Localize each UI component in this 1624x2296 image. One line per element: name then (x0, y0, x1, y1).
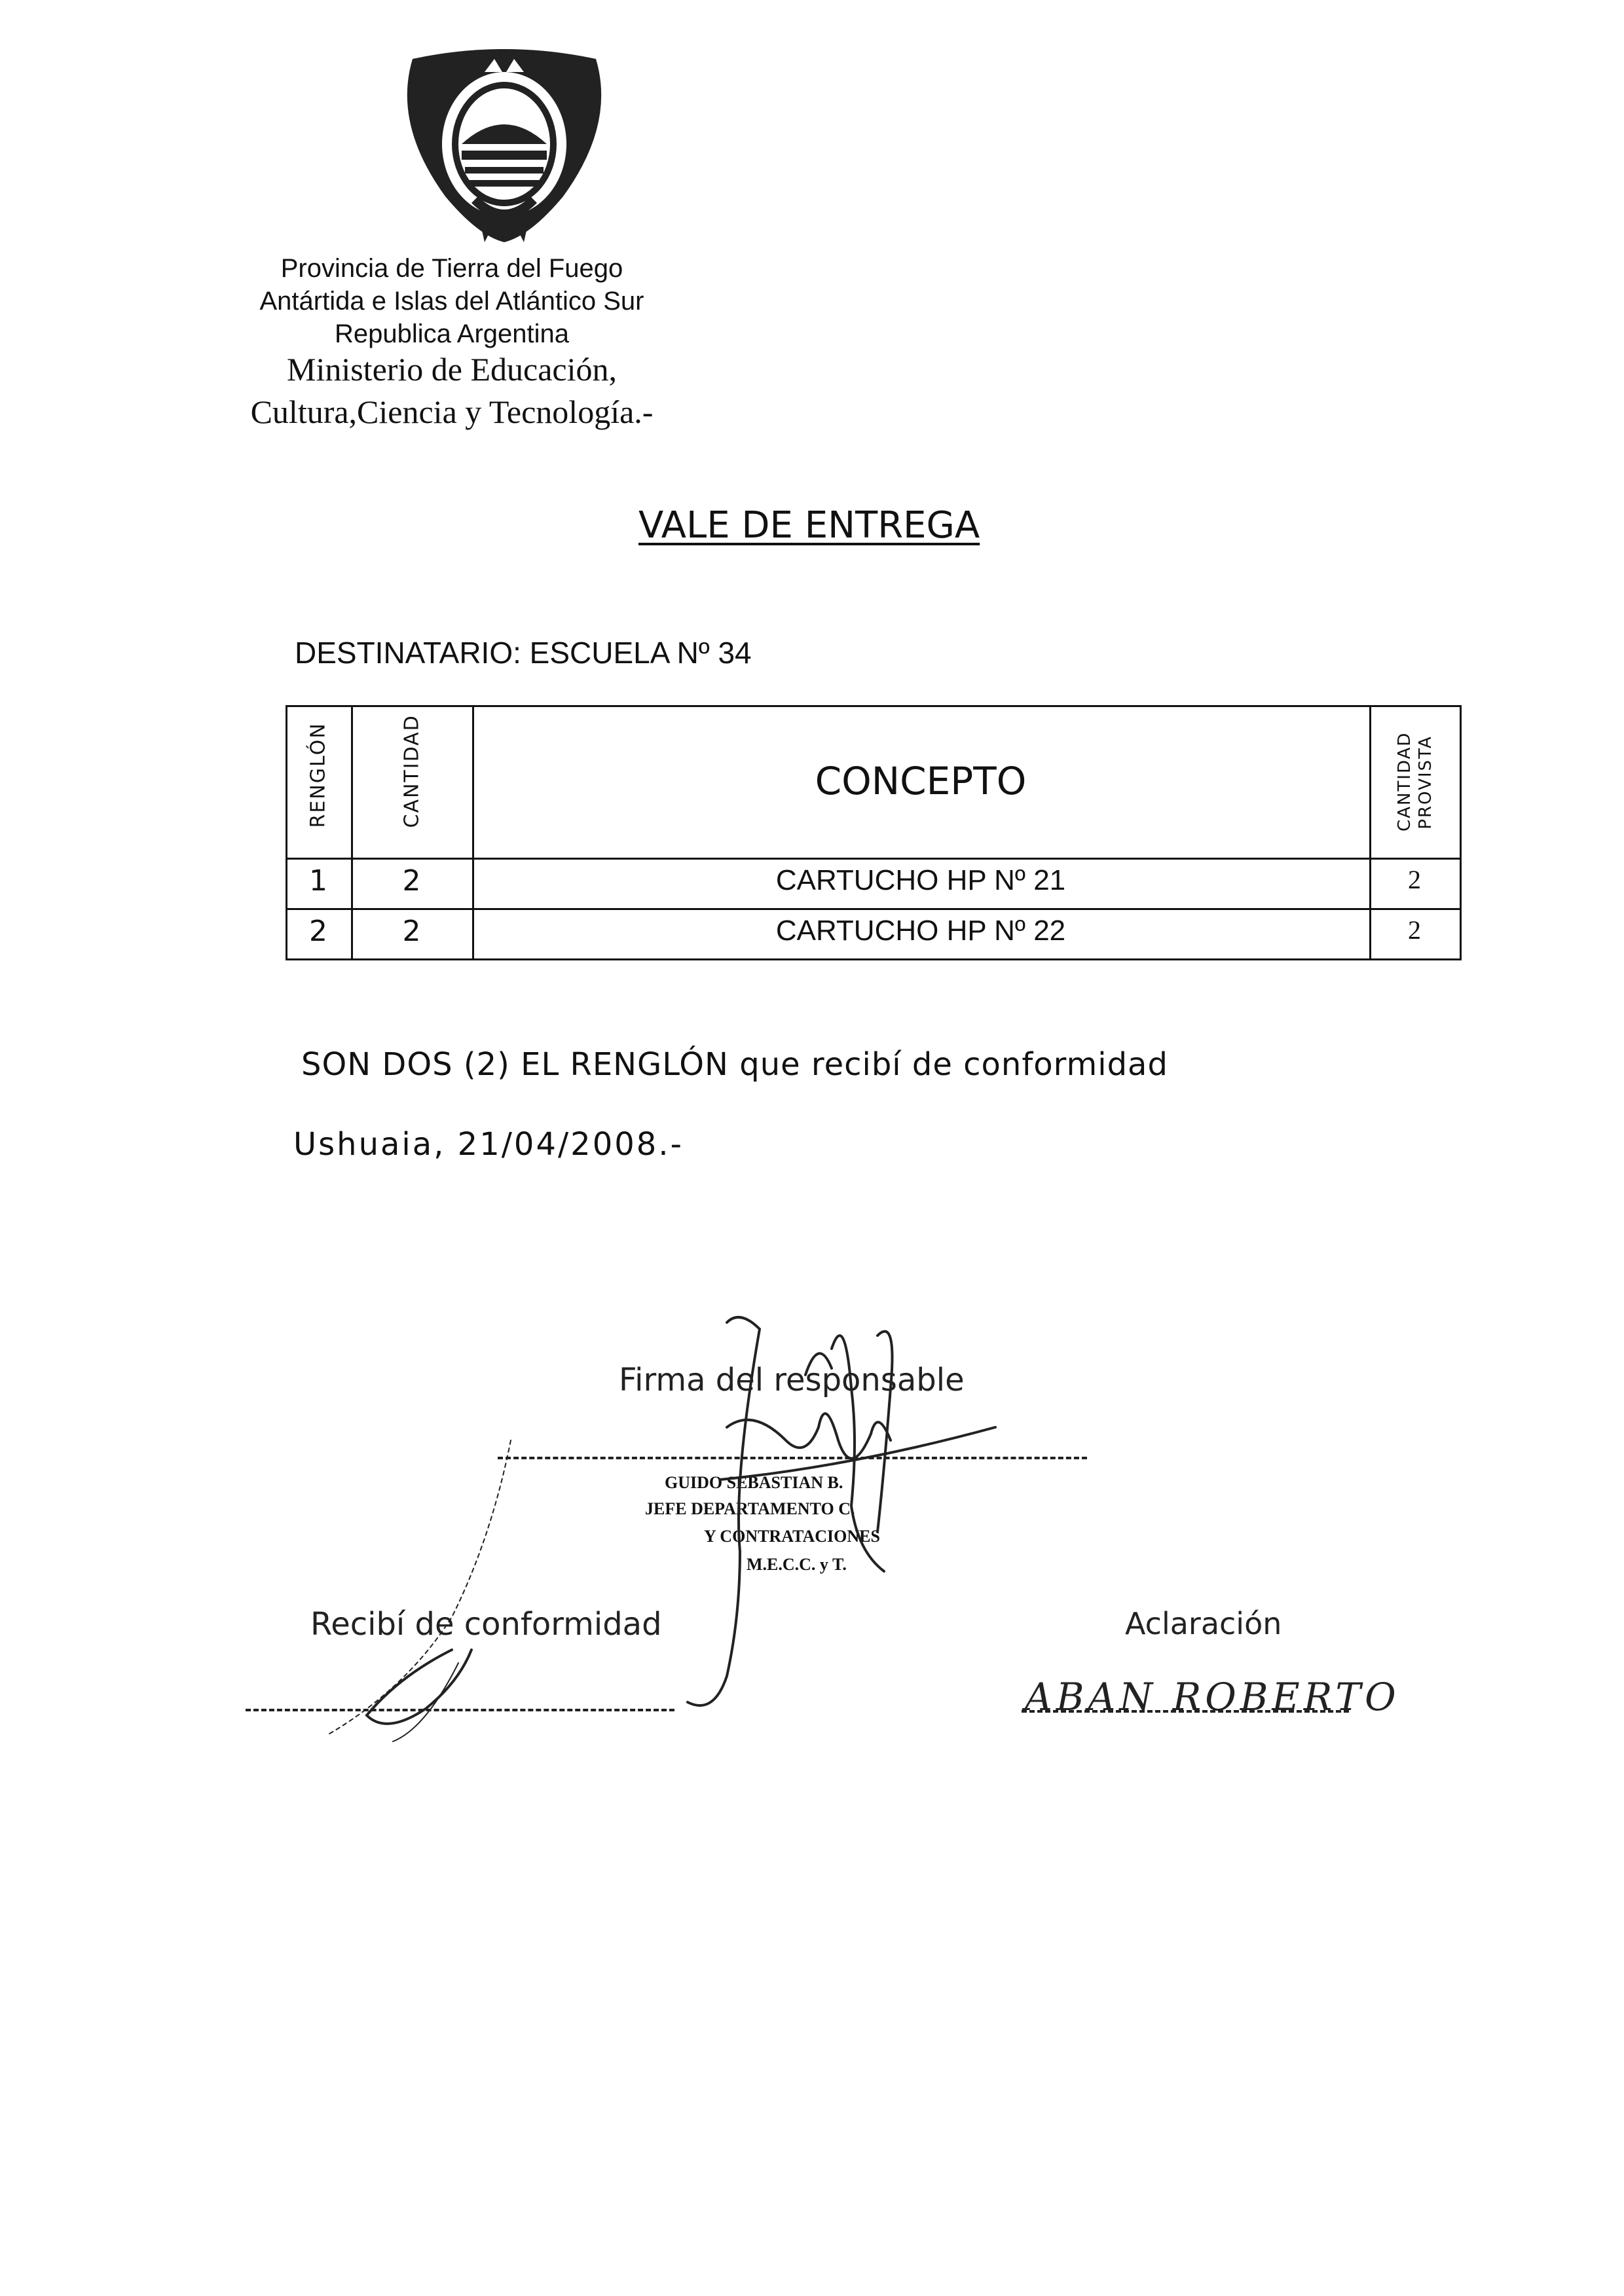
header-cantidad-provista-line1: CANTIDAD (1395, 731, 1414, 831)
place-date: Ushuaia, 21/04/2008.- (293, 1126, 684, 1163)
received-signature-line (246, 1709, 674, 1711)
stamp-line4: M.E.C.C. y T. (747, 1555, 847, 1574)
header-cantidad-provista (1394, 733, 1436, 831)
header-cantidad-provista-line2: PROVISTA (1416, 735, 1435, 829)
delivery-table (286, 705, 1462, 960)
received-label: Recibí de conformidad (310, 1606, 662, 1643)
row1-renglon: 1 (309, 864, 327, 898)
province-crest-logo (399, 46, 609, 255)
responsible-signature-line (498, 1457, 1087, 1459)
stamp-line2: JEFE DEPARTAMENTO C. (645, 1499, 855, 1518)
row1-provista: 2 (1408, 865, 1421, 894)
header-cantidad: CANTIDAD (400, 714, 424, 828)
header-ministry-areas: Cultura,Ciencia y Tecnología.- (250, 393, 654, 430)
stamp-line1: GUIDO SEBASTIAN B. (665, 1473, 843, 1492)
row1-concepto: CARTUCHO HP Nº 21 (775, 864, 1066, 896)
recipient: DESTINATARIO: ESCUELA Nº 34 (295, 636, 752, 670)
row2-cantidad: 2 (402, 915, 421, 948)
row1-cantidad: 2 (402, 864, 421, 898)
header-concepto: CONCEPTO (815, 759, 1027, 803)
header-ministry: Ministerio de Educación, (286, 351, 618, 388)
header-region: Antártida e Islas del Atlántico Sur (259, 287, 644, 316)
header-country: Republica Argentina (334, 319, 570, 348)
svg-text:ABAN ROBERTO: ABAN ROBERTO (1025, 1675, 1400, 1719)
stamp-line3: Y CONTRATACIONES (704, 1527, 880, 1546)
header-province: Provincia de Tierra del Fuego (280, 254, 623, 283)
row2-provista: 2 (1408, 915, 1421, 945)
summary-text: SON DOS (2) EL RENGLÓN que recibí de conformidad (301, 1046, 1168, 1083)
responsible-signature-label: Firma del responsable (619, 1362, 965, 1398)
clarification-label: Aclaración (1125, 1606, 1282, 1641)
row2-renglon: 2 (309, 915, 327, 948)
official-stamp (629, 1467, 891, 1611)
row2-concepto: CARTUCHO HP Nº 22 (775, 915, 1066, 947)
clarification-line (1022, 1710, 1349, 1713)
document-title: VALE DE ENTREGA (638, 504, 980, 547)
header-renglon: RENGLÓN (306, 722, 330, 828)
